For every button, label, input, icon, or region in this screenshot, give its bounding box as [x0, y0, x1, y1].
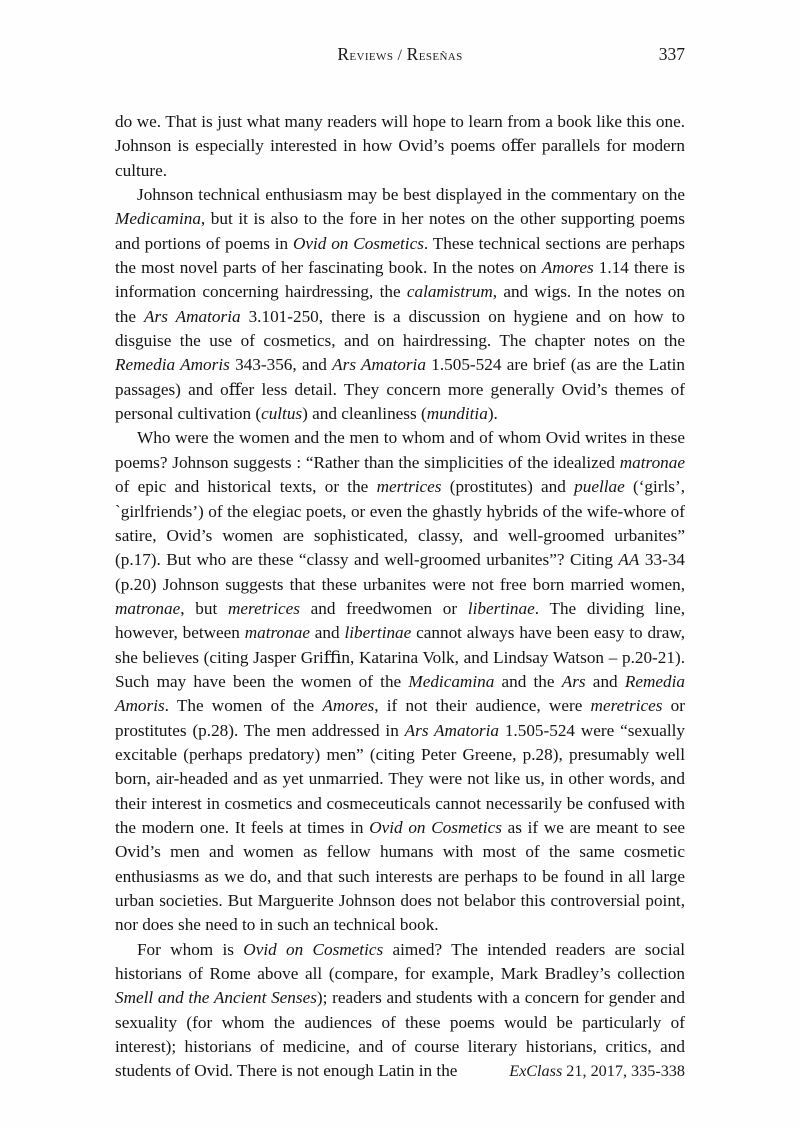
- para-2-run-12-roman: 343-356, and: [229, 355, 333, 375]
- para-2-run-15-italic: cultus: [261, 404, 303, 424]
- para-4-run-4-roman: ); readers and students with a concern for gender and sexuality (for whom the audiences of these poems would be particularly of interest); historians of medicine, and of course literary historians, critics, and students of Ovid. There is not enough Latin in the: [115, 988, 685, 1081]
- running-head-title-rest-1: eviews: [349, 47, 394, 64]
- para-2-run-0-roman: Johnson technical enthusiasm may be best displayed in the commentary on the: [137, 185, 685, 205]
- running-head-title: [115, 44, 685, 65]
- para-3-run-27-italic: meretrices: [590, 696, 663, 716]
- para-2-run-17-italic: munditia: [426, 404, 488, 424]
- running-head-separator: /: [393, 47, 407, 64]
- para-4-run-1-italic: Ovid on Cosmetics: [243, 939, 384, 959]
- para-3-run-7-italic: AA: [618, 550, 640, 570]
- para-2-run-18-roman: ).: [487, 404, 498, 424]
- para-3-run-2-roman: of epic and historical texts, or the: [115, 477, 377, 497]
- footer-citation-detail: 21, 2017, 335-338: [562, 1062, 685, 1080]
- para-2-run-10-roman: 3.101-250, there is a discussion on hygiene and on how to disguise the use of cosmetics, and on hairdressing. The chapter notes on the: [115, 306, 685, 351]
- para-2-run-8-roman: , and wigs. In the notes on the: [115, 282, 685, 326]
- para-3-run-4-roman: (prostitutes) and: [441, 477, 575, 497]
- para-3-run-1-italic: matronae: [619, 452, 685, 472]
- para-3-run-12-roman: and freedwomen or: [299, 598, 468, 618]
- para-2-run-11-italic: Remedia Amoris: [115, 355, 230, 375]
- para-2-run-1-italic: Medicamina: [115, 209, 201, 229]
- para-4-run-0-roman: For whom is: [137, 939, 244, 959]
- para-3-run-10-roman: , but: [180, 598, 228, 618]
- para-3-run-31-italic: Ovid on Cosmetics: [369, 817, 502, 837]
- para-3-run-23-italic: Remedia Amoris: [115, 671, 685, 716]
- para-3-run-18-roman: cannot always have been easy to draw, she believes (citing Jasper Griﬃn, Katarina Volk, and Lindsay Watson – p.20-21). Such may have been the women of the: [115, 623, 685, 691]
- para-2-run-6-roman: 1.14 there is information concerning hairdressing, the: [115, 258, 685, 302]
- para-3-run-29-italic: Ars Amatoria: [404, 720, 499, 740]
- footer-citation: [115, 1062, 685, 1081]
- para-3-run-15-italic: matronae: [244, 623, 310, 643]
- para-2-run-2-roman: , but it is also to the fore in her notes on the other supporting poems and portions of poems in: [115, 209, 685, 253]
- para-1-run-0-roman: do we. That is just what many readers will hope to learn from a book like this one. Johnson is especially interested in how Ovid’s poems oﬀer parallels for modern culture.: [115, 112, 685, 180]
- para-2-run-5-italic: Amores: [541, 258, 594, 278]
- para-2-run-3-italic: Ovid on Cosmetics: [292, 233, 424, 253]
- page-number: 337: [658, 44, 685, 64]
- para-3-run-14-roman: . The dividing line, however, between: [115, 598, 685, 643]
- para-3-run-25-italic: Amores: [322, 696, 375, 716]
- running-head: [115, 44, 685, 66]
- para-2-run-14-roman: 1.505-524 are brief (as are the Latin passages) and oﬀer less detail. They concern more generally Ovid’s themes of personal cultivation (: [115, 355, 685, 424]
- para-3-run-20-roman: and the: [494, 671, 562, 691]
- para-3-run-30-roman: 1.505-524 were “sexually excitable (perhaps predatory) men” (citing Peter Greene, p.28), presumably well born, air-headed and as yet unmarried. They were not like us, in other words, and their interest in cosmetics and cosmeceuticals cannot necessarily be confused with the modern one. It feels at times in: [115, 720, 685, 837]
- para-3-run-24-roman: . The women of the: [164, 696, 323, 716]
- para-2-run-13-italic: Ars Amatoria: [332, 355, 426, 375]
- para-4-run-3-italic: Smell and the Ancient Senses: [115, 988, 317, 1008]
- para-3-run-13-italic: libertinae: [467, 598, 535, 618]
- para-1: [115, 110, 685, 183]
- para-3-run-32-roman: as if we are meant to see Ovid’s men and women as fellow humans with most of the same cosmetic enthusiasms as we do, and that such interests are perhaps to be found in all large urban societies. But Marguerite Johnson does not belabor this controversial point, nor does she need to in such an technical book.: [115, 817, 685, 935]
- body-text-block: [115, 110, 685, 1084]
- para-3-run-5-italic: puellae: [574, 477, 625, 497]
- para-3-run-16-roman: and: [309, 623, 345, 643]
- para-3-run-9-italic: matronae: [115, 598, 181, 618]
- para-3-run-26-roman: , if not their audience, were: [374, 696, 591, 716]
- para-2: [115, 183, 685, 426]
- para-3-run-6-roman: (‘girls’, `girlfriends’) of the elegiac poets, or even the ghastly hybrids of the wife-whore of satire, Ovid’s women are sophisticated, classy, and well-groomed urbanites” (p.17). But who are these “classy and well-groomed urbanites”? Citing: [115, 477, 685, 570]
- para-3-run-11-italic: meretrices: [227, 598, 300, 618]
- para-2-run-7-italic: calamistrum: [406, 282, 493, 302]
- para-2-run-9-italic: Ars Amatoria: [144, 306, 241, 326]
- para-4-run-2-roman: aimed? The intended readers are social historians of Rome above all (compare, for example, Mark Bradley’s collection: [115, 939, 686, 984]
- para-2-run-16-roman: ) and cleanliness (: [302, 404, 427, 424]
- para-3-run-22-roman: and: [585, 671, 625, 691]
- para-3-run-8-roman: 33-34 (p.20) Johnson suggests that these urbanites were not free born married women,: [115, 550, 685, 594]
- para-3-run-28-roman: or prostitutes (p.28). The men addressed in: [115, 696, 685, 740]
- para-3-run-17-italic: libertinae: [344, 623, 412, 643]
- running-head-title-rest-2: eseñas: [418, 47, 463, 64]
- footer-journal-name: ExClass: [509, 1062, 563, 1080]
- para-3-run-3-italic: mertrices: [376, 477, 442, 497]
- running-head-title-cap-1: R: [337, 44, 350, 64]
- para-3: [115, 426, 685, 937]
- running-head-title-cap-2: R: [406, 44, 419, 64]
- para-3-run-0-roman: Who were the women and the men to whom and of whom Ovid writes in these poems? Johnson suggests : “Rather than the simplicities of the idealized: [115, 428, 685, 472]
- para-3-run-19-italic: Medicamina: [408, 671, 495, 691]
- para-2-run-4-roman: . These technical sections are perhaps the most novel parts of her fascinating book. In the notes on: [115, 233, 685, 278]
- para-3-run-21-italic: Ars: [561, 671, 586, 691]
